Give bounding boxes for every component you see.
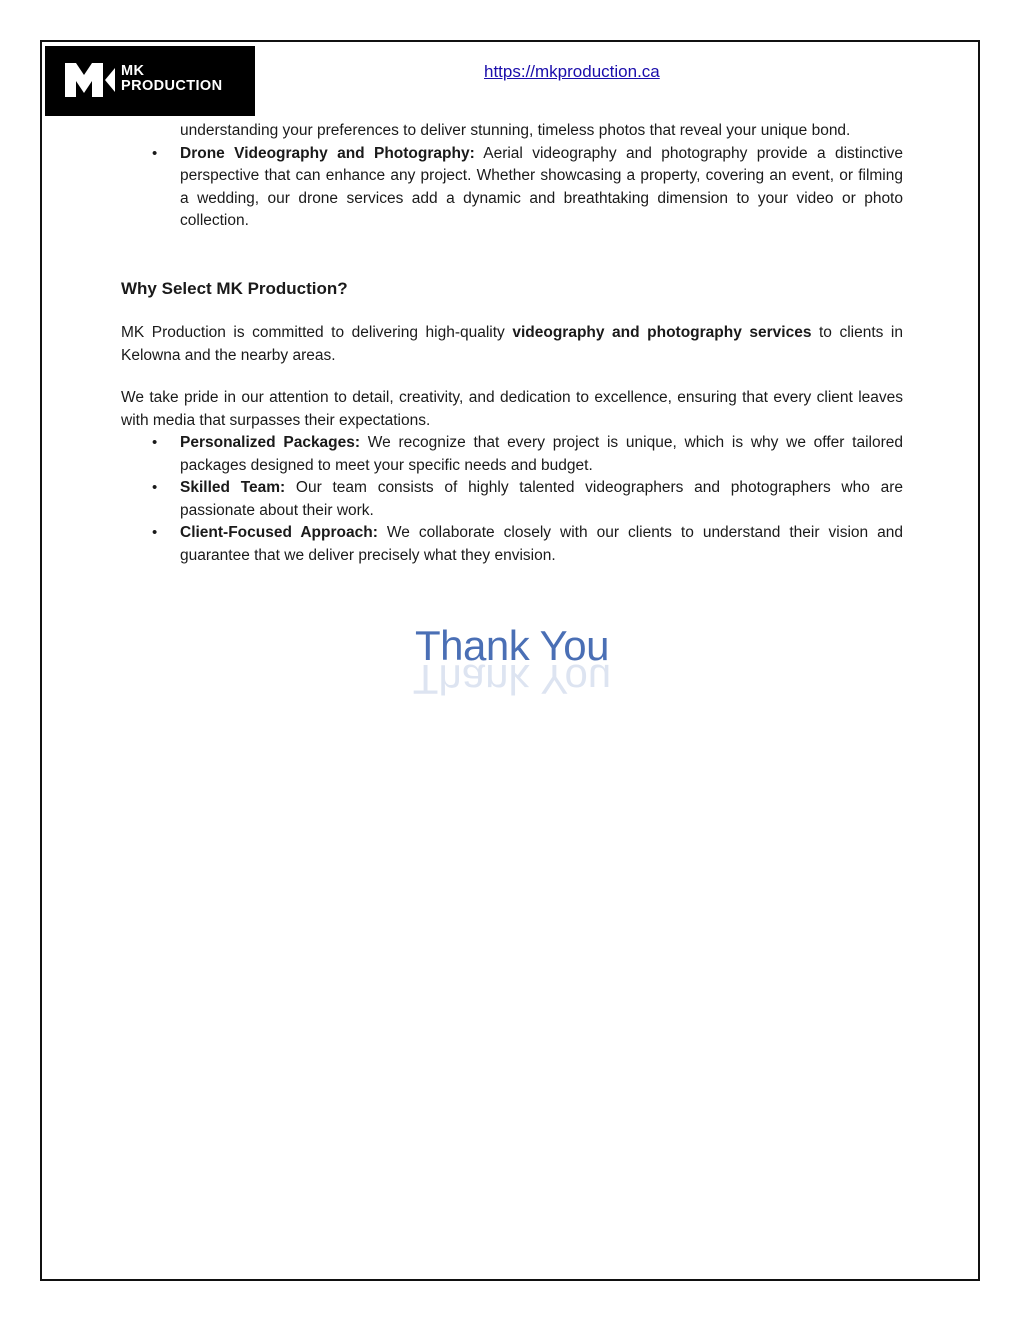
bullet-icon: •: [152, 434, 158, 451]
bullet-text: Aerial videography and photography provide a distinctive perspective that can enhance any project. Whether showcasing a property, covering an event, or filming a wedding, our drone services add a dynamic and breathtaking dimension to your video or photo collection.: [180, 144, 903, 229]
website-link[interactable]: https://mkproduction.ca: [484, 62, 660, 81]
bullet-text: We collaborate closely with our clients to understand their vision and guarantee that we deliver precisely what they envision.: [180, 524, 903, 564]
thank-you-reflection: Thank You: [412, 656, 612, 703]
bullet-title: Skilled Team:: [180, 479, 286, 496]
detail-section: [121, 387, 903, 567]
bullet-icon: •: [152, 524, 158, 541]
mk-logo-icon: [65, 63, 115, 97]
bullet-text: We recognize that every project is unique, which is why we offer tailored packages designed to meet your specific needs and budget.: [180, 434, 903, 474]
list-item: [121, 477, 903, 522]
para1-start: MK Production is committed to delivering high-quality: [121, 324, 513, 341]
list-item: [121, 432, 903, 477]
logo-wordmark: [121, 64, 222, 94]
section-heading: Why Select MK Production?: [121, 279, 348, 298]
mk-production-logo: [45, 46, 255, 116]
continued-bullet-list: [121, 143, 903, 233]
thank-you-title: Thank You: [414, 622, 609, 669]
logo-line-2: PRODUCTION: [121, 78, 223, 94]
bullet-icon: •: [152, 144, 158, 162]
list-item: [121, 143, 903, 233]
logo-line-1: MK: [121, 63, 145, 79]
bullet-icon: •: [152, 479, 158, 496]
continued-list: [121, 120, 903, 233]
pride-paragraph: We take pride in our attention to detail, creativity, and dedication to excellence, ensuring that every client leaves with media that surpasses their expectations.: [121, 389, 903, 429]
list-item: [121, 522, 903, 567]
bullet-text: Our team consists of highly talented videographers and photographers who are passionate about their work.: [180, 479, 903, 519]
continued-bullet-text: understanding your preferences to deliver stunning, timeless photos that reveal your unique bond.: [180, 122, 851, 139]
para1-bold: videography and photography services: [512, 324, 812, 341]
intro-paragraph: [121, 322, 903, 367]
reasons-list: [121, 432, 903, 567]
bullet-title: Personalized Packages:: [180, 434, 361, 451]
para1-end: to clients in Kelowna and the nearby areas.: [121, 324, 903, 364]
bullet-title: Client-Focused Approach:: [180, 524, 378, 541]
bullet-title: Drone Videography and Photography:: [180, 144, 475, 162]
